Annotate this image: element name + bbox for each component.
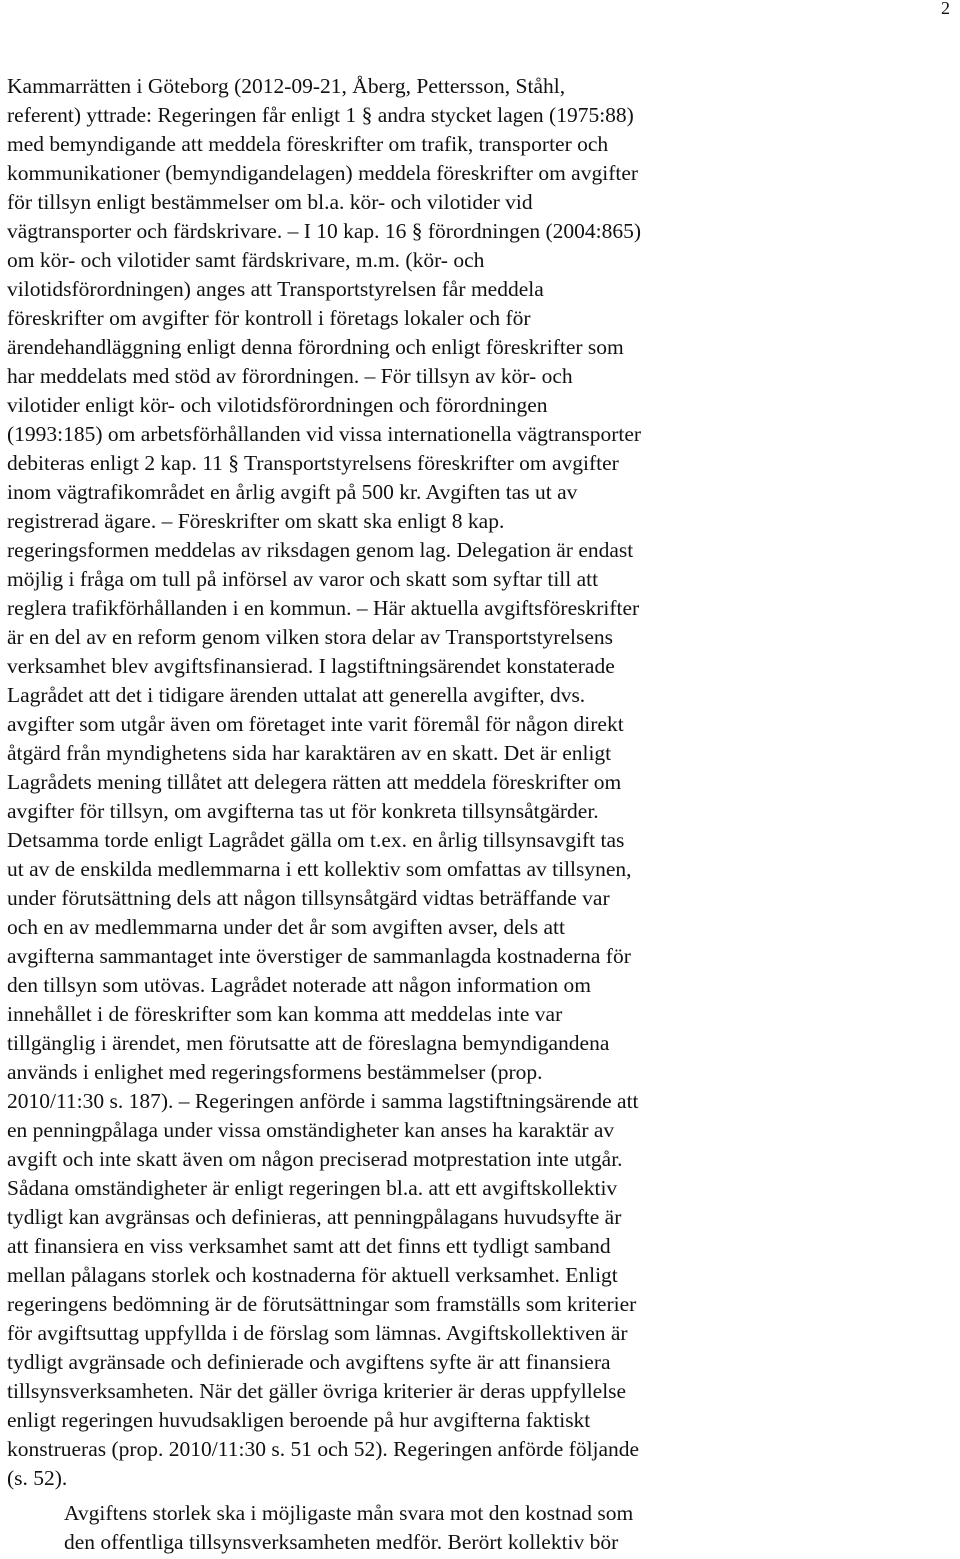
text-line: (s. 52). (7, 1466, 68, 1490)
text-line: ärendehandläggning enligt denna förordning och enligt föreskrifter som (7, 335, 624, 359)
text-line: kommunikationer (bemyndigandelagen) meddela föreskrifter om avgifter (7, 161, 639, 185)
text-line: mellan pålagans storlek och kostnaderna för aktuell verksamhet. Enligt (7, 1263, 618, 1287)
text-line: under förutsättning dels att någon tillsynsåtgärd vidtas beträffande var (7, 886, 610, 910)
text-line: verksamhet blev avgiftsfinansierad. I lagstiftningsärendet konstaterade (7, 654, 615, 678)
main-paragraph (7, 72, 767, 1493)
text-line: och en av medlemmarna under det år som avgiften avser, dels att (7, 915, 565, 939)
text-line: registrerad ägare. – Föreskrifter om skatt ska enligt 8 kap. (7, 509, 505, 533)
text-line: en penningpålaga under vissa omständigheter kan anses ha karaktär av (7, 1118, 615, 1142)
text-line: avgifter som utgår även om företaget inte varit föremål för någon direkt (7, 712, 624, 736)
text-line: avgift och inte skatt även om någon preciserad motprestation inte utgår. (7, 1147, 623, 1171)
text-line: åtgärd från myndighetens sida har karaktären av en skatt. Det är enligt (7, 741, 612, 765)
text-line: avgifterna sammantaget inte överstiger de sammanlagda kostnaderna för (7, 944, 631, 968)
text-line: möjlig i fråga om tull på införsel av varor och skatt som syftar till att (7, 567, 599, 591)
quote-line: Avgiftens storlek ska i möjligaste mån svara mot den kostnad som (64, 1501, 634, 1525)
page-number: 2 (941, 0, 950, 18)
text-line: ut av de enskilda medlemmarna i ett kollektiv som omfattas av tillsynen, (7, 857, 632, 881)
text-line: vilotider enligt kör- och vilotidsförordningen och förordningen (7, 393, 548, 417)
text-line: regeringens bedömning är de förutsättningar som framställs som kriterier (7, 1292, 637, 1316)
text-line: avgifter för tillsyn, om avgifterna tas ut för konkreta tillsynsåtgärder. (7, 799, 599, 823)
text-line: används i enlighet med regeringsformens bestämmelser (prop. (7, 1060, 543, 1084)
text-line: har meddelats med stöd av förordningen. – För tillsyn av kör- och (7, 364, 573, 388)
text-line: för tillsyn enligt bestämmelser om bl.a. kör- och vilotider vid (7, 190, 533, 214)
text-line: vägtransporter och färdskrivare. – I 10 kap. 16 § förordningen (2004:865) (7, 219, 642, 243)
text-line: tydligt kan avgränsas och definieras, att penningpålagans huvudsyfte är (7, 1205, 622, 1229)
text-line: med bemyndigande att meddela föreskrifter om trafik, transporter och (7, 132, 609, 156)
text-line: om kör- och vilotider samt färdskrivare, m.m. (kör- och (7, 248, 485, 272)
text-line: Detsamma torde enligt Lagrådet gälla om t.ex. en årlig tillsynsavgift tas (7, 828, 625, 852)
text-line: är en del av en reform genom vilken stora delar av Transportstyrelsens (7, 625, 614, 649)
text-line: regeringsformen meddelas av riksdagen genom lag. Delegation är endast (7, 538, 634, 562)
quote-line: den offentliga tillsynsverksamheten medför. Berört kollektiv bör (64, 1530, 619, 1554)
text-line: tydligt avgränsade och definierade och avgiftens syfte är att finansiera (7, 1350, 611, 1374)
text-line: Sådana omständigheter är enligt regeringen bl.a. att ett avgiftskollektiv (7, 1176, 618, 1200)
text-line: för avgiftsuttag uppfyllda i de förslag som lämnas. Avgiftskollektiven är (7, 1321, 628, 1345)
text-line: tillgänglig i ärendet, men förutsatte att de föreslagna bemyndigandena (7, 1031, 610, 1055)
text-line: referent) yttrade: Regeringen får enligt 1 § andra stycket lagen (1975:88) (7, 103, 634, 127)
text-line: tillsynsverksamheten. När det gäller övriga kriterier är deras uppfyllelse (7, 1379, 627, 1403)
text-line: debiteras enligt 2 kap. 11 § Transportstyrelsens föreskrifter om avgifter (7, 451, 619, 475)
text-line: den tillsyn som utövas. Lagrådet noterade att någon information om (7, 973, 591, 997)
text-line: föreskrifter om avgifter för kontroll i företags lokaler och för (7, 306, 531, 330)
text-line: (1993:185) om arbetsförhållanden vid vissa internationella vägtransporter (7, 422, 642, 446)
text-line: innehållet i de föreskrifter som kan komma att meddelas inte var (7, 1002, 563, 1026)
text-line: konstrueras (prop. 2010/11:30 s. 51 och 52). Regeringen anförde följande (7, 1437, 640, 1461)
text-line: vilotidsförordningen) anges att Transportstyrelsen får meddela (7, 277, 544, 301)
text-line: reglera trafikförhållanden i en kommun. – Här aktuella avgiftsföreskrifter (7, 596, 640, 620)
text-line: enligt regeringen huvudsakligen beroende på hur avgifterna faktiskt (7, 1408, 591, 1432)
block-quote (64, 1499, 764, 1557)
text-line: Lagrådet att det i tidigare ärenden uttalat att generella avgifter, dvs. (7, 683, 586, 707)
text-line: inom vägtrafikområdet en årlig avgift på 500 kr. Avgiften tas ut av (7, 480, 578, 504)
text-line: Lagrådets mening tillåtet att delegera rätten att meddela föreskrifter om (7, 770, 622, 794)
text-line: att finansiera en viss verksamhet samt att det finns ett tydligt samband (7, 1234, 611, 1258)
text-line: 2010/11:30 s. 187). – Regeringen anförde i samma lagstiftningsärende att (7, 1089, 639, 1113)
text-line: Kammarrätten i Göteborg (2012-09-21, Åberg, Pettersson, Ståhl, (7, 74, 566, 98)
